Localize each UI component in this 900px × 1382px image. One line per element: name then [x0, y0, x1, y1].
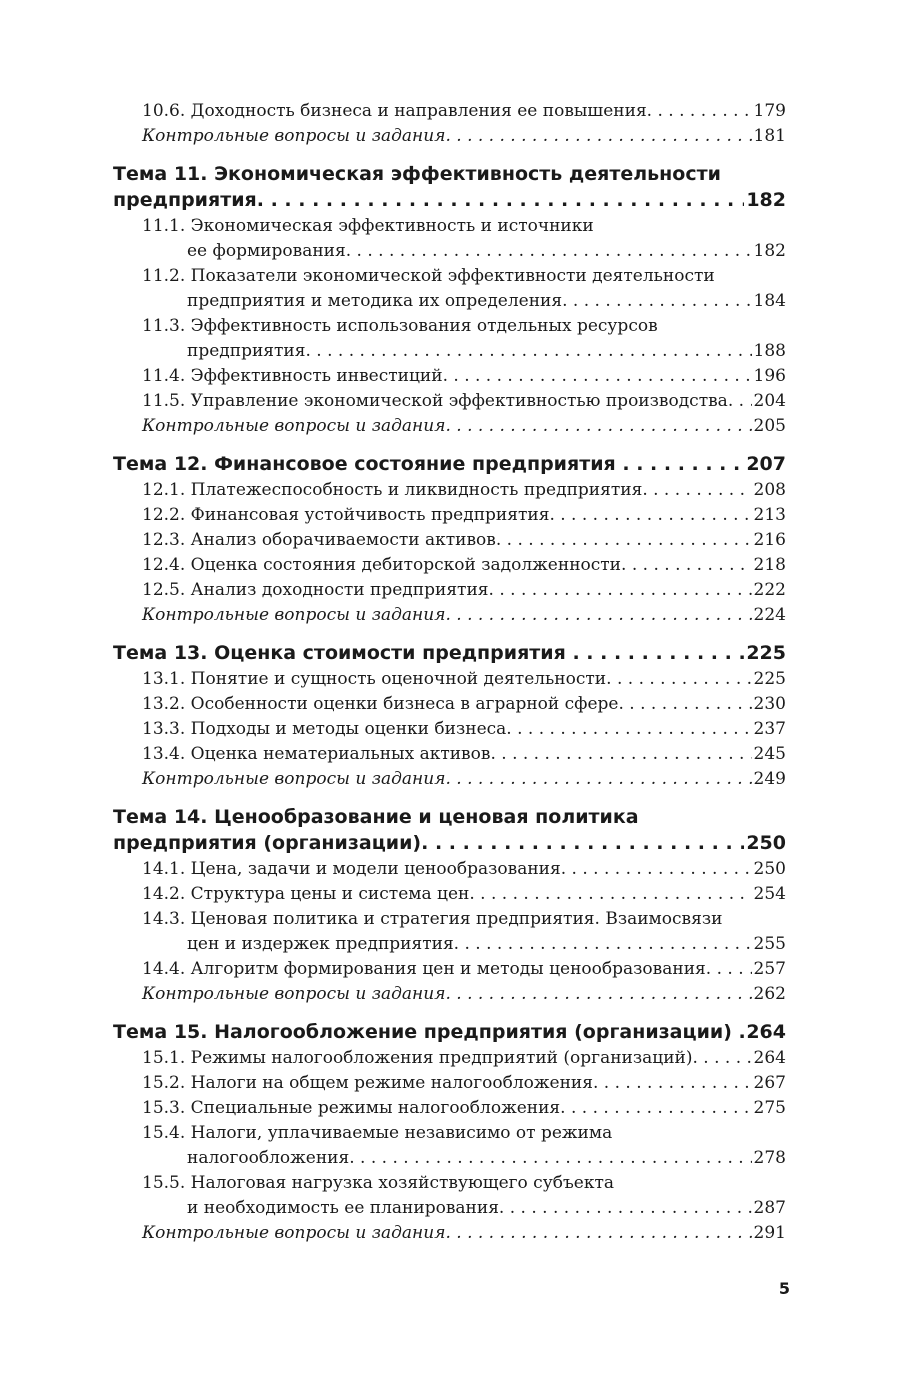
entry-title: Налоги на общем режиме налогообложения [190, 1073, 593, 1093]
toc-entry[interactable] [113, 1121, 786, 1171]
dot-leader [421, 830, 744, 856]
toc-topic[interactable] [113, 161, 786, 214]
entry-page: 254 [753, 884, 786, 904]
toc-topic[interactable] [113, 640, 786, 667]
entry-title: Управление экономической эффективностью производства [190, 391, 728, 411]
dot-leader [445, 767, 751, 792]
entry-title: Доходность бизнеса и направления ее повышения [190, 101, 647, 121]
dot-leader [445, 1221, 751, 1246]
entry-title: Алгоритм формирования цен и методы ценообразования [190, 959, 706, 979]
entry-page: 179 [753, 101, 786, 121]
entry-number: 10.6. [142, 101, 186, 121]
entry-number: 12.5. [142, 580, 186, 600]
dot-leader [706, 957, 752, 982]
toc-topic[interactable] [113, 451, 786, 478]
entry-number: 14.4. [142, 959, 186, 979]
dot-leader [469, 882, 751, 907]
entry-title-line2: цен и издержек предприятия [187, 934, 454, 954]
dot-leader [490, 742, 751, 767]
dot-leader [693, 1046, 752, 1071]
entry-number: 12.3. [142, 530, 186, 550]
entry-number: 14.1. [142, 859, 186, 879]
topic-title-line1: Тема 11. Экономическая эффективность деятельности [113, 163, 721, 185]
dot-leader [506, 717, 751, 742]
entry-title: Особенности оценки бизнеса в аграрной сфере [190, 694, 619, 714]
topic-page: 250 [746, 832, 786, 854]
topic-title: Тема 12. Финансовое состояние предприятия [113, 453, 616, 475]
entry-page: 196 [753, 366, 786, 386]
toc-entry[interactable] [113, 389, 786, 414]
dot-leader [642, 478, 751, 503]
entry-page: 249 [753, 769, 786, 789]
entry-page: 257 [753, 959, 786, 979]
dot-leader [728, 389, 752, 414]
entry-number: 13.3. [142, 719, 186, 739]
toc-review-questions[interactable] [113, 414, 786, 439]
entry-title-line1: 15.4. Налоги, уплачиваемые независимо от режима [142, 1123, 613, 1143]
entry-number: 12.2. [142, 505, 186, 525]
entry-title: Цена, задачи и модели ценообразования [190, 859, 561, 879]
dot-leader [349, 1146, 751, 1171]
dot-leader [572, 640, 744, 666]
toc-review-questions[interactable] [113, 767, 786, 792]
entry-title: Режимы налогообложения предприятий (организаций) [190, 1048, 693, 1068]
dot-leader [305, 339, 751, 364]
toc-topic[interactable] [113, 1019, 786, 1046]
entry-page: 237 [753, 719, 786, 739]
toc-entry[interactable] [113, 667, 786, 692]
dot-leader [443, 364, 752, 389]
entry-page: 182 [753, 241, 786, 261]
toc-entry[interactable] [113, 364, 786, 389]
dot-leader [346, 239, 752, 264]
toc-entry[interactable] [113, 1071, 786, 1096]
entry-page: 262 [753, 984, 786, 1004]
entry-number: 14.2. [142, 884, 186, 904]
entry-page: 224 [753, 605, 786, 625]
entry-page: 225 [753, 669, 786, 689]
toc-review-questions[interactable] [113, 124, 786, 149]
toc-entry[interactable] [113, 742, 786, 767]
toc-review-questions[interactable] [113, 982, 786, 1007]
dot-leader [549, 503, 751, 528]
entry-title: Структура цены и система цен [190, 884, 470, 904]
toc-entry[interactable] [113, 957, 786, 982]
dot-leader [647, 99, 752, 124]
toc-entry[interactable] [113, 1171, 786, 1221]
toc-entry[interactable] [113, 857, 786, 882]
entry-page: 205 [753, 416, 786, 436]
entry-number: 11.4. [142, 366, 186, 386]
entry-title-line2: ее формирования [187, 241, 346, 261]
entry-title: Оценка нематериальных активов [190, 744, 491, 764]
entry-page: 245 [753, 744, 786, 764]
toc-entry[interactable] [113, 553, 786, 578]
entry-title: Анализ оборачиваемости активов [190, 530, 496, 550]
dot-leader [489, 578, 752, 603]
dot-leader [499, 1196, 752, 1221]
review-title: Контрольные вопросы и задания [142, 984, 446, 1004]
entry-number: 15.2. [142, 1073, 186, 1093]
entry-page: 275 [753, 1098, 786, 1118]
toc-topic[interactable] [113, 804, 786, 857]
entry-title: Понятие и сущность оценочной деятельности [190, 669, 607, 689]
topic-title-line2: предприятия [113, 189, 257, 211]
entry-title: Эффективность инвестиций [190, 366, 443, 386]
entry-page: 181 [753, 126, 786, 146]
toc-entry[interactable] [113, 578, 786, 603]
review-title: Контрольные вопросы и задания [142, 126, 446, 146]
dot-leader [593, 1071, 752, 1096]
entry-page: 213 [753, 505, 786, 525]
topic-page: 225 [746, 642, 786, 664]
entry-page: 222 [753, 580, 786, 600]
entry-page: 208 [753, 480, 786, 500]
entry-page: 278 [753, 1148, 786, 1168]
entry-page: 188 [753, 341, 786, 361]
entry-title: Финансовая устойчивость предприятия [190, 505, 550, 525]
entry-title: Подходы и методы оценки бизнеса [190, 719, 507, 739]
entry-page: 267 [753, 1073, 786, 1093]
entry-title-line2: предприятия и методика их определения [187, 291, 563, 311]
entry-page: 230 [753, 694, 786, 714]
topic-title-line1: Тема 14. Ценообразование и ценовая политика [113, 806, 639, 828]
entry-number: 15.3. [142, 1098, 186, 1118]
entry-number: 15.1. [142, 1048, 186, 1068]
dot-leader [621, 553, 752, 578]
review-title: Контрольные вопросы и задания [142, 605, 446, 625]
entry-title-line1: 14.3. Ценовая политика и стратегия предприятия. Взаимосвязи [142, 909, 723, 929]
dot-leader [445, 603, 751, 628]
entry-title-line1: 11.1. Экономическая эффективность и источники [142, 216, 594, 236]
topic-title: Тема 13. Оценка стоимости предприятия [113, 642, 566, 664]
dot-leader [561, 857, 752, 882]
dot-leader [454, 932, 752, 957]
review-title: Контрольные вопросы и задания [142, 416, 446, 436]
toc-entry[interactable] [113, 99, 786, 124]
toc-entry[interactable] [113, 214, 786, 264]
entry-title: Платежеспособность и ликвидность предприятия [190, 480, 643, 500]
entry-title-line1: 11.3. Эффективность использования отдельных ресурсов [142, 316, 658, 336]
page-number: 5 [778, 1279, 790, 1298]
entry-number: 12.4. [142, 555, 186, 575]
entry-title-line2: и необходимость ее планирования [187, 1198, 499, 1218]
toc-entry[interactable] [113, 717, 786, 742]
review-title: Контрольные вопросы и задания [142, 769, 446, 789]
topic-page: 182 [746, 189, 786, 211]
table-of-contents [113, 99, 786, 1246]
toc-entry[interactable] [113, 692, 786, 717]
entry-page: 184 [753, 291, 786, 311]
entry-page: 255 [753, 934, 786, 954]
toc-entry[interactable] [113, 907, 786, 957]
dot-leader [445, 982, 751, 1007]
entry-title: Специальные режимы налогообложения [190, 1098, 561, 1118]
toc-entry[interactable] [113, 528, 786, 553]
entry-page: 216 [753, 530, 786, 550]
topic-title-line2: предприятия (организации) [113, 832, 422, 854]
toc-entry[interactable] [113, 882, 786, 907]
toc-entry[interactable] [113, 264, 786, 314]
toc-entry[interactable] [113, 503, 786, 528]
dot-leader [606, 667, 751, 692]
toc-review-questions[interactable] [113, 1221, 786, 1246]
entry-number: 12.1. [142, 480, 186, 500]
entry-title-line2: налогообложения [187, 1148, 350, 1168]
entry-number: 13.2. [142, 694, 186, 714]
entry-title: Анализ доходности предприятия [190, 580, 489, 600]
entry-title-line2: предприятия [187, 341, 306, 361]
topic-page: 264 [746, 1021, 786, 1043]
topic-page: 207 [746, 453, 786, 475]
entry-title: Оценка состояния дебиторской задолженности [190, 555, 622, 575]
entry-title-line1: 15.5. Налоговая нагрузка хозяйствующего субъекта [142, 1173, 614, 1193]
entry-title-line1: 11.2. Показатели экономической эффективности деятельности [142, 266, 715, 286]
entry-number: 13.4. [142, 744, 186, 764]
entry-page: 218 [753, 555, 786, 575]
toc-entry[interactable] [113, 1096, 786, 1121]
dot-leader [560, 1096, 751, 1121]
review-title: Контрольные вопросы и задания [142, 1223, 446, 1243]
dot-leader [618, 692, 751, 717]
entry-page: 264 [753, 1048, 786, 1068]
dot-leader [496, 528, 752, 553]
dot-leader [445, 124, 751, 149]
entry-number: 11.5. [142, 391, 186, 411]
entry-page: 291 [753, 1223, 786, 1243]
entry-page: 204 [753, 391, 786, 411]
entry-number: 13.1. [142, 669, 186, 689]
toc-entry[interactable] [113, 1046, 786, 1071]
dot-leader [622, 451, 744, 477]
topic-title: Тема 15. Налогообложение предприятия (организации) [113, 1021, 732, 1043]
toc-entry[interactable] [113, 478, 786, 503]
toc-review-questions[interactable] [113, 603, 786, 628]
dot-leader [257, 187, 745, 213]
toc-entry[interactable] [113, 314, 786, 364]
entry-page: 287 [753, 1198, 786, 1218]
dot-leader [445, 414, 751, 439]
entry-page: 250 [753, 859, 786, 879]
dot-leader [562, 289, 751, 314]
